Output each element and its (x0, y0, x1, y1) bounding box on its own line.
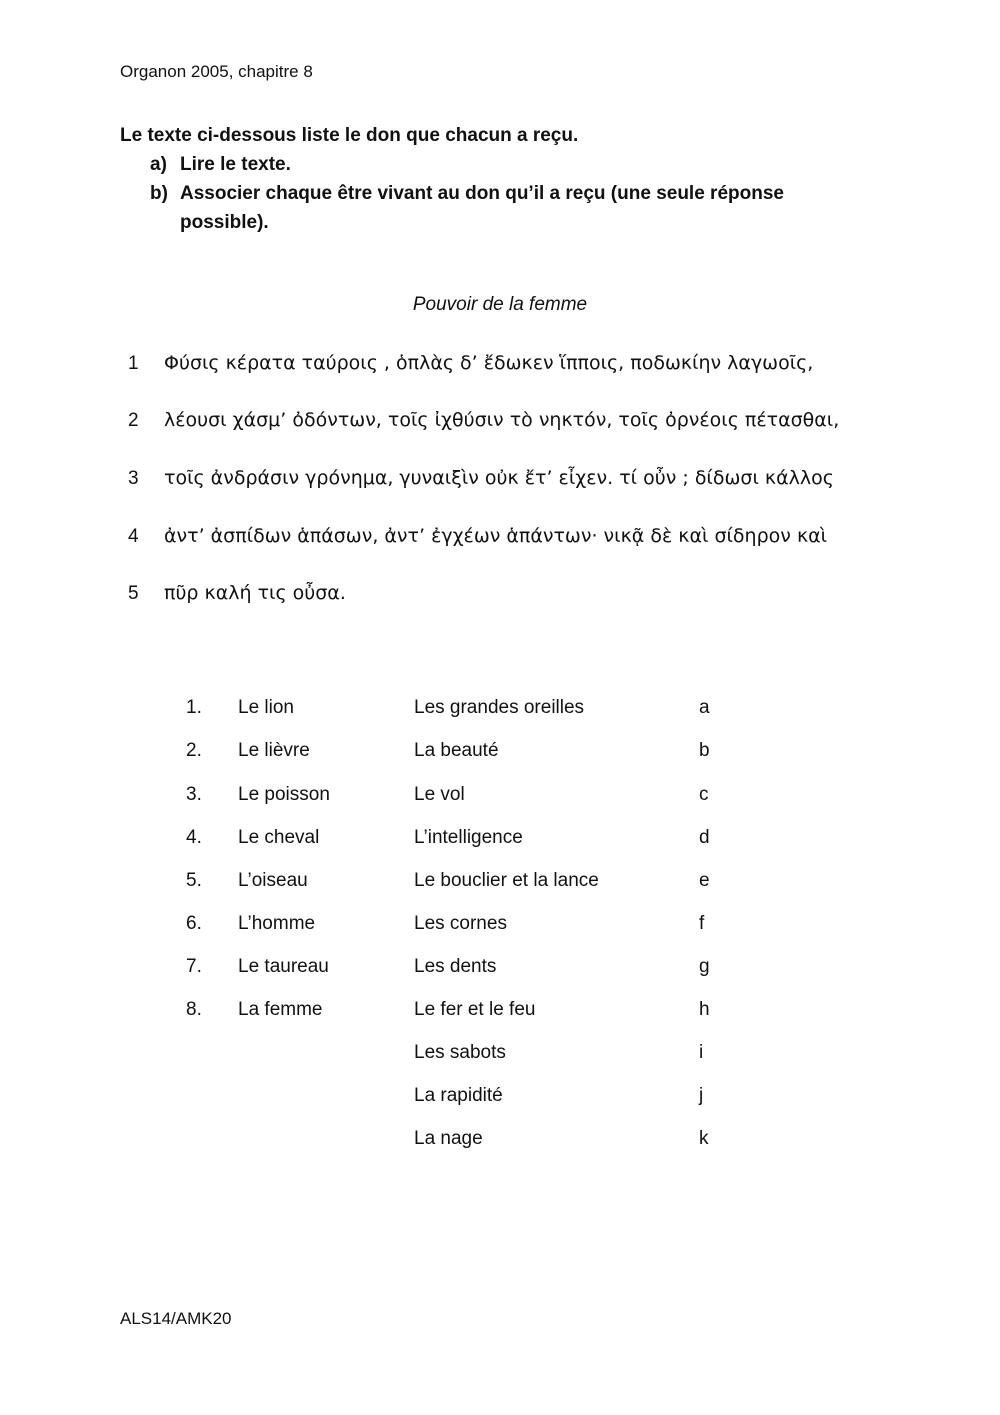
gift-label: Le bouclier et la lance (414, 870, 599, 891)
poem-line-text: τοῖς ἀνδράσιν γρόνημα, γυναιξὶν οὐκ ἔτ’ εἶχεν. τί οὖν ; δίδωσι κάλλος (164, 467, 834, 489)
poem-line (128, 525, 827, 548)
poem-line-text: λέουσι χάσμ’ ὀδόντων, τοῖς ἰχθύσιν τὸ νηκτόν, τοῖς ὀρνέοις πέτασθαι, (164, 409, 840, 431)
poem-line (128, 409, 839, 432)
being-label: L’homme (238, 913, 316, 934)
gift-letter: f (699, 913, 705, 934)
being-number: 1. (186, 697, 202, 718)
instructions (120, 121, 860, 237)
gift-label: L’intelligence (414, 827, 523, 848)
being-label: Le poisson (238, 784, 330, 805)
being-number: 2. (186, 740, 202, 761)
being-label: Le taureau (238, 956, 329, 977)
gift-label: Le fer et le feu (414, 999, 536, 1020)
gift-letter: a (699, 697, 710, 718)
poem-line-text: Φύσις κέρατα ταύροις , ὁπλὰς δ’ ἔδωκεν ἵπποις, ποδωκίην λαγωοῖς, (164, 352, 814, 374)
being-number: 6. (186, 913, 202, 934)
page-header: Organon 2005, chapitre 8 (120, 62, 313, 81)
poem-line (128, 352, 813, 375)
being-label: Le lion (238, 697, 294, 718)
instruction-text: Associer chaque être vivant au don qu’il a reçu (une seule réponse possible). (180, 183, 784, 233)
poem-line-number: 3 (128, 468, 139, 489)
being-number: 5. (186, 870, 202, 891)
being-number: 7. (186, 956, 202, 977)
instruction-item-a (120, 150, 860, 179)
gift-label: Les grandes oreilles (414, 697, 585, 718)
being-label: Le lièvre (238, 740, 310, 761)
gift-label: Les sabots (414, 1042, 506, 1063)
instruction-letter: b) (150, 183, 168, 204)
gift-letter: h (699, 999, 710, 1020)
gift-label: La beauté (414, 740, 499, 761)
poem-line-number: 1 (128, 353, 139, 374)
gift-label: Le vol (414, 784, 465, 805)
being-label: L’oiseau (238, 870, 308, 891)
poem-title: Pouvoir de la femme (412, 294, 588, 315)
gift-letter: j (699, 1085, 704, 1106)
instruction-item-b (120, 179, 860, 237)
gift-label: Les cornes (414, 913, 507, 934)
being-label: Le cheval (238, 827, 320, 848)
page-footer: ALS14/AMK20 (120, 1309, 232, 1328)
being-number: 8. (186, 999, 202, 1020)
being-label: La femme (238, 999, 323, 1020)
poem-line-number: 5 (128, 583, 139, 604)
poem-line-number: 2 (128, 410, 139, 431)
poem-line (128, 582, 346, 605)
instruction-text: Lire le texte. (180, 154, 291, 175)
poem-line-text: ἀντ’ ἀσπίδων ἁπάσων, ἀντ’ ἐγχέων ἁπάντων· νικᾷ δὲ καὶ σίδηρον καὶ (164, 525, 828, 547)
gift-letter: g (699, 956, 710, 977)
instructions-intro: Le texte ci-dessous liste le don que chacun a reçu. (120, 125, 579, 146)
gift-label: La nage (414, 1128, 483, 1149)
poem-line (128, 467, 834, 490)
gift-letter: e (699, 870, 710, 891)
gift-letter: k (699, 1128, 709, 1149)
gift-label: La rapidité (414, 1085, 503, 1106)
being-number: 4. (186, 827, 202, 848)
poem-line-number: 4 (128, 526, 139, 547)
gift-letter: i (699, 1042, 704, 1063)
gift-label: Les dents (414, 956, 497, 977)
poem-line-text: πῦρ καλή τις οὖσα. (164, 582, 346, 604)
instruction-letter: a) (150, 154, 167, 175)
being-number: 3. (186, 784, 202, 805)
gift-letter: d (699, 827, 710, 848)
gift-letter: c (699, 784, 709, 805)
gift-letter: b (699, 740, 710, 761)
